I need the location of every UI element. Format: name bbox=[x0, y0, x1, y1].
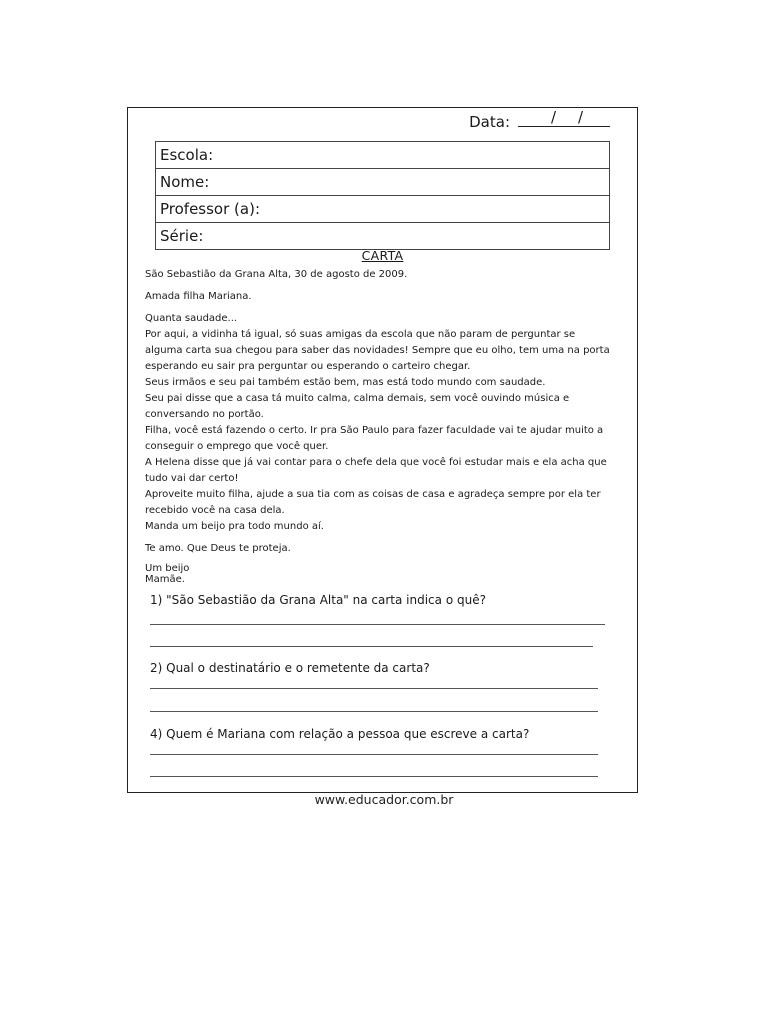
letter-line: recebido você na casa dela. bbox=[145, 505, 285, 516]
footer-url: www.educador.com.br bbox=[314, 792, 454, 807]
letter-closing: Te amo. Que Deus te proteja. bbox=[145, 543, 291, 554]
answer-line bbox=[150, 624, 605, 625]
answer-line bbox=[150, 754, 598, 755]
date-blank bbox=[518, 108, 610, 127]
letter-signature: Mamãe. bbox=[145, 574, 185, 585]
question-1: 1) "São Sebastião da Grana Alta" na carta indica o quê? bbox=[150, 593, 486, 607]
letter-line: Por aqui, a vidinha tá igual, só suas amigas da escola que não param de perguntar se bbox=[145, 329, 576, 340]
letter-line: Aproveite muito filha, ajude a sua tia com as coisas de casa e agradeça sempre por ela ter bbox=[145, 489, 601, 500]
letter-greeting: Amada filha Mariana. bbox=[145, 291, 252, 302]
letter-line: Filha, você está fazendo o certo. Ir pra São Paulo para fazer faculdade vai te ajudar muito a bbox=[145, 425, 604, 436]
date-label: Data: bbox=[469, 113, 510, 131]
date-slash-2: / bbox=[578, 108, 584, 126]
field-grade: Série: bbox=[156, 223, 610, 250]
letter-line: alguma carta sua chegou para saber das novidades! Sempre que eu olho, tem uma na porta bbox=[145, 345, 610, 356]
date-field bbox=[469, 108, 610, 131]
date-slash-1: / bbox=[551, 108, 557, 126]
letter-line: Seu pai disse que a casa tá muito calma, calma demais, sem você ouvindo música e bbox=[145, 393, 570, 404]
letter-line: Manda um beijo pra todo mundo aí. bbox=[145, 521, 324, 532]
field-school: Escola: bbox=[156, 142, 610, 169]
letter-line: Quanta saudade... bbox=[145, 313, 238, 324]
answer-line bbox=[150, 711, 598, 712]
letter-line: esperando eu sair pra perguntar ou esperando o carteiro chegar. bbox=[145, 361, 471, 372]
answer-line bbox=[150, 776, 598, 777]
letter-place-date: São Sebastião da Grana Alta, 30 de agosto de 2009. bbox=[145, 269, 408, 280]
letter-line: conseguir o emprego que você quer. bbox=[145, 441, 329, 452]
letter-line: conversando no portão. bbox=[145, 409, 264, 420]
question-3: 4) Quem é Mariana com relação a pessoa que escreve a carta? bbox=[150, 727, 530, 741]
student-info-table bbox=[155, 141, 610, 250]
letter-line: A Helena disse que já vai contar para o chefe dela que você foi estudar mais e ela acha que bbox=[145, 457, 607, 468]
question-2: 2) Qual o destinatário e o remetente da carta? bbox=[150, 661, 430, 675]
answer-line bbox=[150, 646, 593, 647]
field-teacher: Professor (a): bbox=[156, 196, 610, 223]
worksheet bbox=[127, 107, 638, 793]
letter-title: CARTA bbox=[361, 248, 404, 263]
answer-line bbox=[150, 688, 598, 689]
field-name: Nome: bbox=[156, 169, 610, 196]
letter-line: tudo vai dar certo! bbox=[145, 473, 239, 484]
letter-signoff: Um beijo bbox=[145, 563, 190, 574]
letter-line: Seus irmãos e seu pai também estão bem, mas está todo mundo com saudade. bbox=[145, 377, 546, 388]
letter-body bbox=[145, 267, 623, 585]
